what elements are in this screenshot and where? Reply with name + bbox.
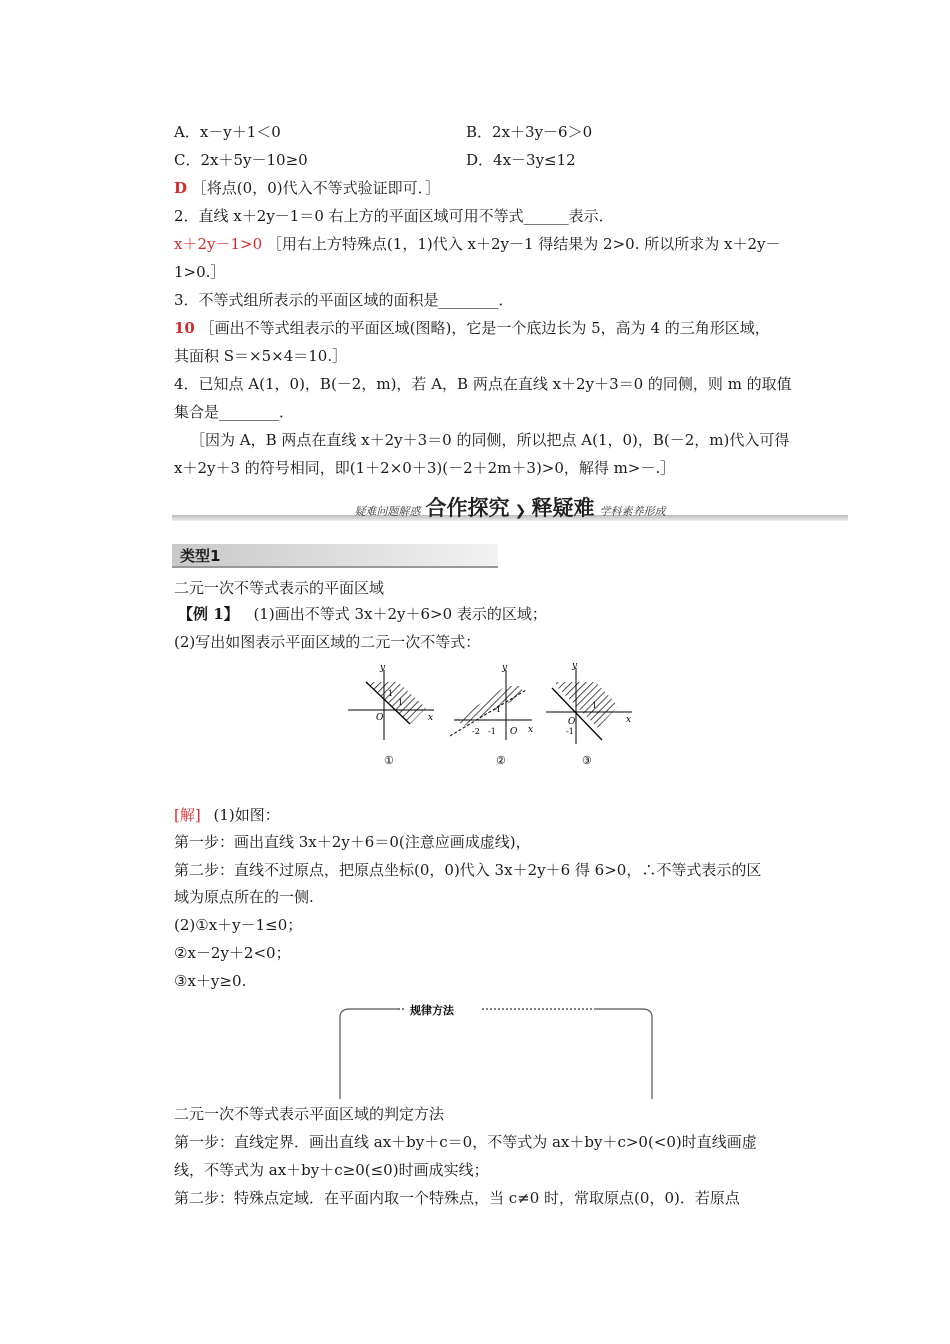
- section-title: 二元一次不等式表示的平面区域: [174, 579, 385, 597]
- question-4: 4．已知点 A(1，0)，B(－2，m)，若 A，B 两点在直线 x＋2y＋3＝0 的同侧，则 m 的取值: [174, 375, 792, 393]
- example-1: [178, 604, 547, 624]
- figure-2: [450, 663, 533, 767]
- solution-ans3: ③x＋y≥0.: [174, 972, 247, 990]
- figure-1: [348, 663, 434, 767]
- answer-3-cont: 其面积 S＝×5×4＝10.］: [174, 347, 348, 365]
- method-step1: 第一步：直线定界．画出直线 ax＋by＋c＝0，不等式为 ax＋by＋c>0(<0)时直线画虚: [174, 1133, 757, 1151]
- answer-4-cont: x＋2y＋3 的符号相同，即(1＋2×0＋3)(－2＋2m＋3)>0，解得 m>－.］: [174, 459, 676, 477]
- answer-1: [174, 178, 440, 198]
- solution-ans2: ②x－2y＋2<0；: [174, 944, 291, 962]
- question-2: 2．直线 x＋2y－1＝0 右上方的平面区域可用不等式______表示．: [174, 207, 614, 225]
- answer-2: [174, 234, 780, 254]
- figure-3-label: ③: [582, 754, 592, 767]
- figure-2-tick-x1: -2: [472, 727, 480, 736]
- example-part2: (2)写出如图表示平面区域的二元一次不等式：: [174, 633, 481, 651]
- answer-3: [174, 318, 770, 338]
- method-box: [338, 1003, 654, 1099]
- method-step2: 第二步：特殊点定域．在平面内取一个特殊点，当 c≠0 时，常取原点(0，0)．若原点: [174, 1189, 740, 1207]
- figure-1-origin: O: [376, 713, 384, 723]
- figure-3-tick-y: -1: [566, 727, 574, 736]
- answer-explanation: ［将点(0，0)代入不等式验证即可．］: [191, 179, 441, 197]
- figure-3-region: [556, 682, 618, 728]
- method-box-left: [340, 1009, 398, 1099]
- method-box-right: [594, 1009, 652, 1099]
- answer-4: ［因为 A，B 两点在直线 x＋2y＋3＝0 的同侧，所以把点 A(1，0)，B(－2，m)代入可得: [190, 431, 790, 449]
- answer-3-red: 10: [174, 319, 195, 337]
- question-4-cont: 集合是________．: [174, 403, 295, 421]
- example-label: 【例 1】: [178, 605, 239, 623]
- figure-3-x-label: x: [626, 715, 632, 725]
- solution-step2: 第二步：直线不过原点，把原点坐标(0，0)代入 3x＋2y＋6 得 6>0，∴不等式表示的区: [174, 861, 762, 879]
- example-figures: [346, 660, 646, 770]
- answer-2-cont: 1>0.］: [174, 263, 226, 281]
- option-a: A．x－y＋1＜0: [174, 123, 281, 141]
- figure-3-tick-x: 1: [592, 701, 598, 710]
- option-b: B．2x＋3y－6＞0: [466, 123, 593, 141]
- banner-main: 合作探究: [425, 496, 510, 520]
- banner-arrow-icon: ❯: [514, 503, 527, 519]
- solution-step1: 第一步：画出直线 3x＋2y＋6＝0(注意应画成虚线)，: [174, 833, 531, 851]
- method-title: 二元一次不等式表示平面区域的判定方法: [174, 1105, 445, 1123]
- figure-3: [546, 661, 632, 767]
- banner-main2: 释疑难: [531, 496, 595, 520]
- type-label-bar: [172, 544, 498, 568]
- question-3: 3．不等式组所表示的平面区域的面积是________．: [174, 291, 514, 309]
- banner-text: [172, 492, 848, 522]
- figure-2-y-label: y: [502, 663, 508, 673]
- answer-2-red: x＋2y－1>0: [174, 235, 263, 253]
- solution-intro: (1)如图：: [213, 806, 280, 824]
- figure-3-y-label: y: [572, 661, 578, 671]
- option-d: D．4x－3y≤12: [466, 151, 576, 169]
- figure-1-label: ①: [384, 754, 394, 767]
- figure-1-x-label: x: [428, 713, 434, 723]
- example-part1: (1)画出不等式 3x＋2y＋6>0 表示的区域；: [253, 605, 547, 623]
- figure-1-tick-x: 1: [398, 698, 404, 707]
- option-c: C．2x＋5y－10≥0: [174, 151, 308, 169]
- figure-2-origin: O: [510, 727, 518, 737]
- section-banner: [172, 492, 848, 526]
- answer-2-text: ［用右上方特殊点(1，1)代入 x＋2y－1 得结果为 2>0. 所以所求为 x＋2y－: [266, 235, 781, 253]
- figure-2-tick-y: 1: [496, 705, 502, 714]
- solution-label: [解]: [174, 806, 201, 824]
- figure-1-tick-y: 1: [388, 689, 394, 698]
- solution-ans1: (2)①x＋y－1≤0；: [174, 916, 303, 934]
- type-label: 类型1: [180, 547, 221, 565]
- figure-2-x-label: x: [528, 725, 534, 735]
- answer-key: D: [174, 179, 188, 197]
- solution-step2-cont: 域为原点所在的一侧.: [174, 888, 314, 906]
- figure-2-label: ②: [496, 754, 506, 767]
- solution-part1: [174, 805, 280, 825]
- answer-3-text: ［画出不等式组表示的平面区域(图略)，它是一个底边长为 5，高为 4 的三角形区域，: [199, 319, 770, 337]
- banner-right: 学科素养形成: [599, 505, 666, 518]
- method-step1-cont: 线，不等式为 ax＋by＋c≥0(≤0)时画成实线；: [174, 1161, 489, 1179]
- figure-1-y-label: y: [380, 663, 386, 673]
- figure-3-origin: O: [568, 717, 576, 727]
- figure-1-region: [366, 682, 426, 724]
- figure-2-tick-x2: -1: [488, 727, 496, 736]
- method-box-title: 规律方法: [410, 1004, 454, 1017]
- banner-left: 疑难问题解惑: [354, 505, 421, 518]
